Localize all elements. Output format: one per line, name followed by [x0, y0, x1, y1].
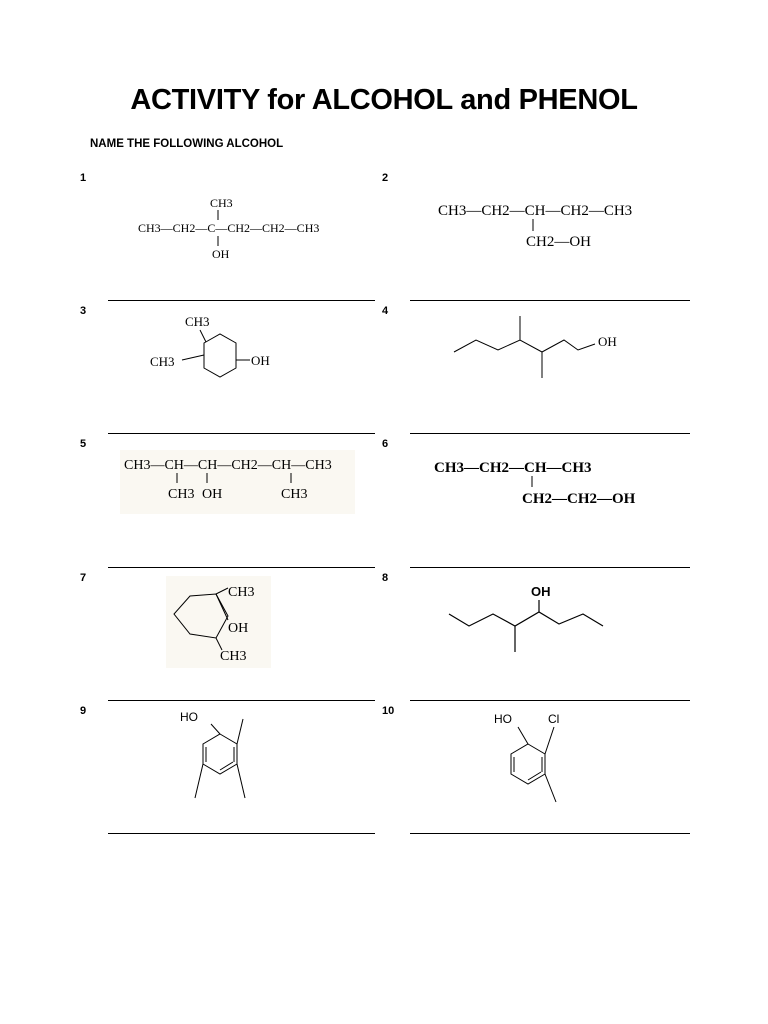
- structure-2: [432, 195, 672, 255]
- structure-5: [120, 450, 360, 515]
- label-7-ch3-top: CH3: [228, 585, 255, 600]
- item-number-2: 2: [382, 172, 389, 184]
- page-title: ACTIVITY for ALCOHOL and PHENOL: [130, 84, 638, 116]
- item-number-5: 5: [80, 438, 87, 450]
- label-6-branch: CH2—CH2—OH: [522, 491, 636, 507]
- answer-line-5[interactable]: [108, 567, 375, 568]
- structure-4: [450, 310, 630, 385]
- item-number-10: 10: [382, 705, 395, 717]
- structure-1: [130, 190, 350, 270]
- structure-9: [175, 706, 265, 806]
- item-number-8: 8: [382, 572, 389, 584]
- label-5-ch3-b: CH3: [281, 487, 308, 502]
- item-number-4: 4: [382, 305, 389, 317]
- label-5-ch3-a: CH3: [168, 487, 195, 502]
- label-7-ch3-bottom: CH3: [220, 649, 247, 664]
- label-2-chain: CH3—CH2—CH—CH2—CH3: [438, 203, 633, 219]
- structure-8: [445, 580, 615, 655]
- label-1-oh: OH: [212, 247, 230, 261]
- label-1-ch3: CH3: [210, 196, 233, 210]
- item-number-9: 9: [80, 705, 87, 717]
- label-4-oh: OH: [598, 334, 617, 349]
- answer-line-1[interactable]: [108, 300, 375, 301]
- label-8-oh: OH: [531, 584, 551, 599]
- label-2-ch2oh: CH2—OH: [526, 234, 592, 250]
- answer-line-3[interactable]: [108, 433, 375, 434]
- label-7-oh: OH: [228, 621, 249, 636]
- label-3-ch3-top: CH3: [185, 314, 210, 329]
- answer-line-4[interactable]: [410, 433, 690, 434]
- answer-line-10[interactable]: [410, 833, 690, 834]
- answer-line-6[interactable]: [410, 567, 690, 568]
- label-1-chain: CH3—CH2—C—CH2—CH2—CH3: [138, 221, 320, 235]
- item-number-1: 1: [80, 172, 87, 184]
- label-5-chain: CH3—CH—CH—CH2—CH—CH3: [124, 458, 332, 473]
- structure-7: [166, 576, 276, 671]
- label-3-oh: OH: [251, 353, 270, 368]
- label-3-ch3-left: CH3: [150, 354, 175, 369]
- label-9-ho: HO: [180, 710, 198, 724]
- item-number-6: 6: [382, 438, 389, 450]
- answer-line-7[interactable]: [108, 700, 375, 701]
- section-instruction: NAME THE FOLLOWING ALCOHOL: [90, 138, 284, 150]
- label-6-chain: CH3—CH2—CH—CH3: [434, 460, 592, 476]
- label-5-oh: OH: [202, 487, 223, 502]
- structure-6: [430, 452, 660, 512]
- answer-line-8[interactable]: [410, 700, 690, 701]
- structure-3: [140, 308, 290, 388]
- item-number-7: 7: [80, 572, 87, 584]
- structure-10: [490, 706, 580, 806]
- answer-line-9[interactable]: [108, 833, 375, 834]
- label-10-cl: Cl: [548, 712, 560, 726]
- answer-line-2[interactable]: [410, 300, 690, 301]
- label-10-ho: HO: [494, 712, 512, 726]
- item-number-3: 3: [80, 305, 87, 317]
